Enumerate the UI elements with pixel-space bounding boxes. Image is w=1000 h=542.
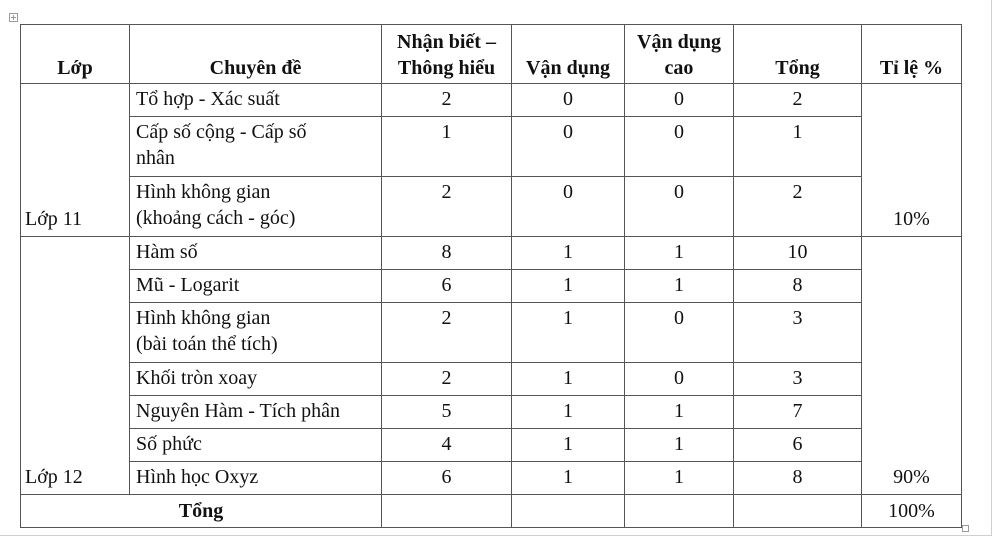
- tong-cell: 1: [734, 117, 862, 177]
- tong-cell: 6: [734, 429, 862, 462]
- header-chuyen-de: Chuyên đề: [130, 25, 382, 84]
- nb-th-cell: 8: [382, 237, 512, 270]
- tong-cell: 3: [734, 303, 862, 363]
- header-van-dung: Vận dụng: [512, 25, 625, 84]
- table-row: [21, 237, 962, 270]
- table-row: [21, 84, 962, 117]
- tong-cell: 2: [734, 177, 862, 237]
- vd-cell: 1: [512, 429, 625, 462]
- topic-cell: [130, 177, 382, 237]
- topic-line: nhân: [136, 147, 175, 169]
- ratio-cell: 10%: [862, 84, 962, 237]
- table-resize-handle-icon[interactable]: [962, 525, 969, 532]
- tong-cell: 8: [734, 462, 862, 495]
- vdc-cell: 1: [625, 462, 734, 495]
- topic-line: Cấp số cộng - Cấp số: [136, 121, 307, 143]
- nb-th-cell: 2: [382, 177, 512, 237]
- header-nhan-biet-thong-hieu: [382, 25, 512, 84]
- nb-th-cell: 2: [382, 303, 512, 363]
- table-row: [21, 429, 962, 462]
- exam-matrix-table: [20, 24, 962, 528]
- table-row: [21, 303, 962, 363]
- grade-label: Lớp 12: [21, 237, 130, 495]
- table-row: [21, 177, 962, 237]
- nb-th-cell: 5: [382, 396, 512, 429]
- topic-line: Hình không gian: [136, 181, 271, 203]
- vdc-cell: 0: [625, 363, 734, 396]
- vd-cell: 1: [512, 237, 625, 270]
- topic-line: Số phức: [136, 433, 202, 455]
- empty-cell: [625, 495, 734, 528]
- vdc-cell: 0: [625, 177, 734, 237]
- vd-cell: 1: [512, 396, 625, 429]
- table-row: [21, 117, 962, 177]
- vdc-cell: 0: [625, 303, 734, 363]
- topic-cell: [130, 270, 382, 303]
- empty-cell: [382, 495, 512, 528]
- tong-cell: 7: [734, 396, 862, 429]
- topic-line: Hàm số: [136, 241, 198, 263]
- total-ratio: 100%: [862, 495, 962, 528]
- vdc-cell: 1: [625, 429, 734, 462]
- vd-cell: 1: [512, 303, 625, 363]
- vdc-cell: 1: [625, 237, 734, 270]
- topic-line: Hình không gian: [136, 307, 271, 329]
- vd-cell: 0: [512, 117, 625, 177]
- table-row: [21, 270, 962, 303]
- header-lop: Lớp: [21, 25, 130, 84]
- nb-th-cell: 2: [382, 84, 512, 117]
- vd-cell: 1: [512, 363, 625, 396]
- vd-cell: 1: [512, 462, 625, 495]
- vdc-cell: 1: [625, 270, 734, 303]
- vd-cell: 1: [512, 270, 625, 303]
- grade-label: Lớp 11: [21, 84, 130, 237]
- tong-cell: 10: [734, 237, 862, 270]
- header-van-dung-cao-line2: cao: [664, 57, 694, 79]
- vdc-cell: 0: [625, 84, 734, 117]
- table-move-handle-icon[interactable]: [9, 13, 18, 22]
- topic-cell: [130, 237, 382, 270]
- table-row: [21, 396, 962, 429]
- vdc-cell: 1: [625, 396, 734, 429]
- nb-th-cell: 1: [382, 117, 512, 177]
- nb-th-cell: 6: [382, 270, 512, 303]
- topic-cell: [130, 363, 382, 396]
- table-body: [21, 84, 962, 528]
- header-van-dung-cao-line1: Vận dụng: [637, 31, 721, 53]
- tong-cell: 8: [734, 270, 862, 303]
- topic-cell: [130, 117, 382, 177]
- nb-th-cell: 4: [382, 429, 512, 462]
- topic-line: (bài toán thể tích): [136, 333, 278, 355]
- header-row: [21, 25, 962, 84]
- table-row: [21, 363, 962, 396]
- total-row: [21, 495, 962, 528]
- topic-cell: [130, 84, 382, 117]
- topic-line: Khối tròn xoay: [136, 367, 258, 389]
- header-van-dung-cao: [625, 25, 734, 84]
- total-label: Tổng: [21, 495, 382, 528]
- topic-line: Hình học Oxyz: [136, 466, 259, 488]
- tong-cell: 2: [734, 84, 862, 117]
- empty-cell: [512, 495, 625, 528]
- header-tong: Tổng: [734, 25, 862, 84]
- header-nhan-biet-line: Nhận biết –: [397, 31, 496, 53]
- ratio-cell: 90%: [862, 237, 962, 495]
- topic-cell: [130, 303, 382, 363]
- tong-cell: 3: [734, 363, 862, 396]
- header-ti-le: Tỉ lệ %: [862, 25, 962, 84]
- topic-cell: [130, 462, 382, 495]
- vd-cell: 0: [512, 84, 625, 117]
- topic-cell: [130, 429, 382, 462]
- topic-line: Nguyên Hàm - Tích phân: [136, 400, 341, 422]
- vd-cell: 0: [512, 177, 625, 237]
- topic-line: (khoảng cách - góc): [136, 207, 296, 229]
- table-row: [21, 462, 962, 495]
- header-thong-hieu-line: Thông hiểu: [397, 57, 496, 79]
- empty-cell: [734, 495, 862, 528]
- nb-th-cell: 6: [382, 462, 512, 495]
- nb-th-cell: 2: [382, 363, 512, 396]
- topic-line: Tổ hợp - Xác suất: [136, 88, 280, 110]
- topic-line: Mũ - Logarit: [136, 274, 240, 296]
- vdc-cell: 0: [625, 117, 734, 177]
- topic-cell: [130, 396, 382, 429]
